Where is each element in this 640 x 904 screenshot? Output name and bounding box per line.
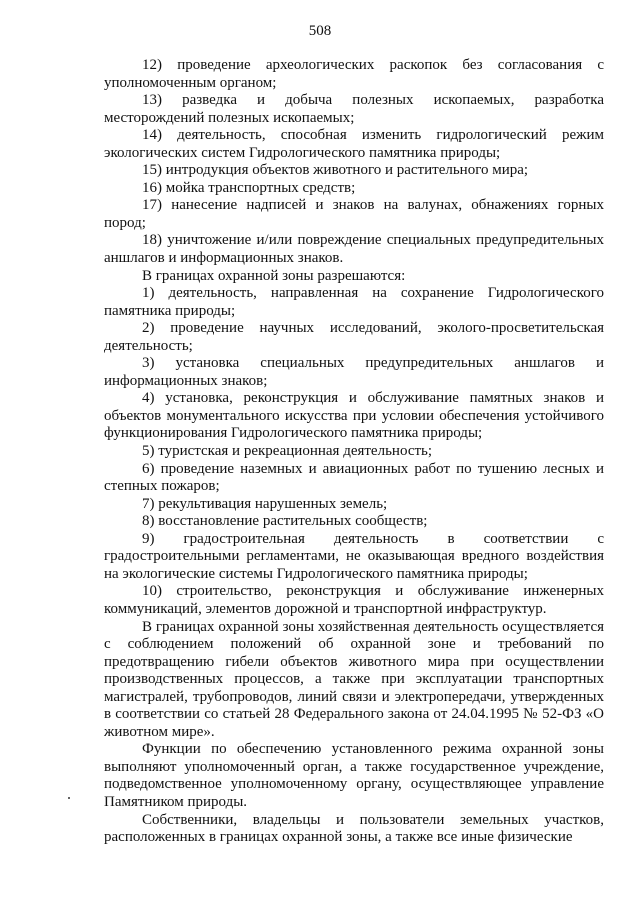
paragraph: 2) проведение научных исследований, эколого-просветительская деятельность;: [104, 320, 604, 354]
scan-speck: [68, 797, 70, 799]
paragraph: 18) уничтожение и/или повреждение специальных предупредительных аншлагов и информационных знаков.: [104, 232, 604, 267]
paragraph: 16) мойка транспортных средств;: [142, 179, 356, 196]
paragraph: В границах охранной зоны разрешаются:: [142, 267, 406, 284]
paragraph: 8) восстановление растительных сообществ;: [142, 513, 428, 530]
paragraph: Функции по обеспечению установленного режима охранной зоны выполняют уполномоченный орган, а также государственное учреждение, подведомственное уполномоченному органу, осуществляющее управление Памятником природы.: [104, 741, 604, 810]
paragraph: 14) деятельность, способная изменить гидрологический режим экологических систем Гидрологического памятника природы;: [104, 127, 604, 161]
paragraph: 9) градостроительная деятельность в соответствии с градостроительными регламентами, не оказывающая вредного воздействия на экологические системы Гидрологического памятника природы;: [104, 530, 604, 582]
paragraph: 7) рекультивация нарушенных земель;: [142, 495, 388, 512]
paragraph: 13) разведка и добыча полезных ископаемых, разработка месторождений полезных ископаемых;: [104, 92, 604, 126]
paragraph: 5) туристская и рекреационная деятельность;: [142, 443, 433, 460]
paragraph: 15) интродукция объектов животного и растительного мира;: [142, 162, 529, 179]
paragraph: 10) строительство, реконструкция и обслуживание инженерных коммуникаций, элементов дорожной и транспортной инфраструктур.: [104, 583, 604, 617]
paragraph: 17) нанесение надписей и знаков на валунах, обнажениях горных пород;: [104, 197, 604, 231]
paragraph: 6) проведение наземных и авиационных работ по тушению лесных и степных пожаров;: [104, 460, 604, 495]
paragraph: В границах охранной зоны хозяйственная деятельность осуществляется с соблюдением положений об охранной зоне и требований по предотвращению гибели объектов животного мира при осуществлении производственных процессов, а также при эксплуатации транспортных магистралей, трубопроводов, линий связи и электропередачи, утвержденных в соответствии со статьей 28 Федерального закона от 24.04.1995 № 52-ФЗ «О животном мире».: [104, 618, 604, 740]
paragraph: Собственники, владельцы и пользователи земельных участков, расположенных в границах охранной зоны, а также все иные физические: [104, 811, 604, 846]
paragraph: 12) проведение археологических раскопок без согласования с уполномоченным органом;: [104, 57, 604, 91]
document-body: [104, 57, 604, 847]
paragraph: 3) установка специальных предупредительных аншлагов и информационных знаков;: [104, 355, 604, 389]
paragraph: 4) установка, реконструкция и обслуживание памятных знаков и объектов монументального искусства при условии обеспечения устойчивого функционирования Гидрологического памятника природы;: [104, 390, 604, 442]
paragraph: 1) деятельность, направленная на сохранение Гидрологического памятника природы;: [104, 285, 604, 319]
page-number: 508: [308, 23, 332, 39]
